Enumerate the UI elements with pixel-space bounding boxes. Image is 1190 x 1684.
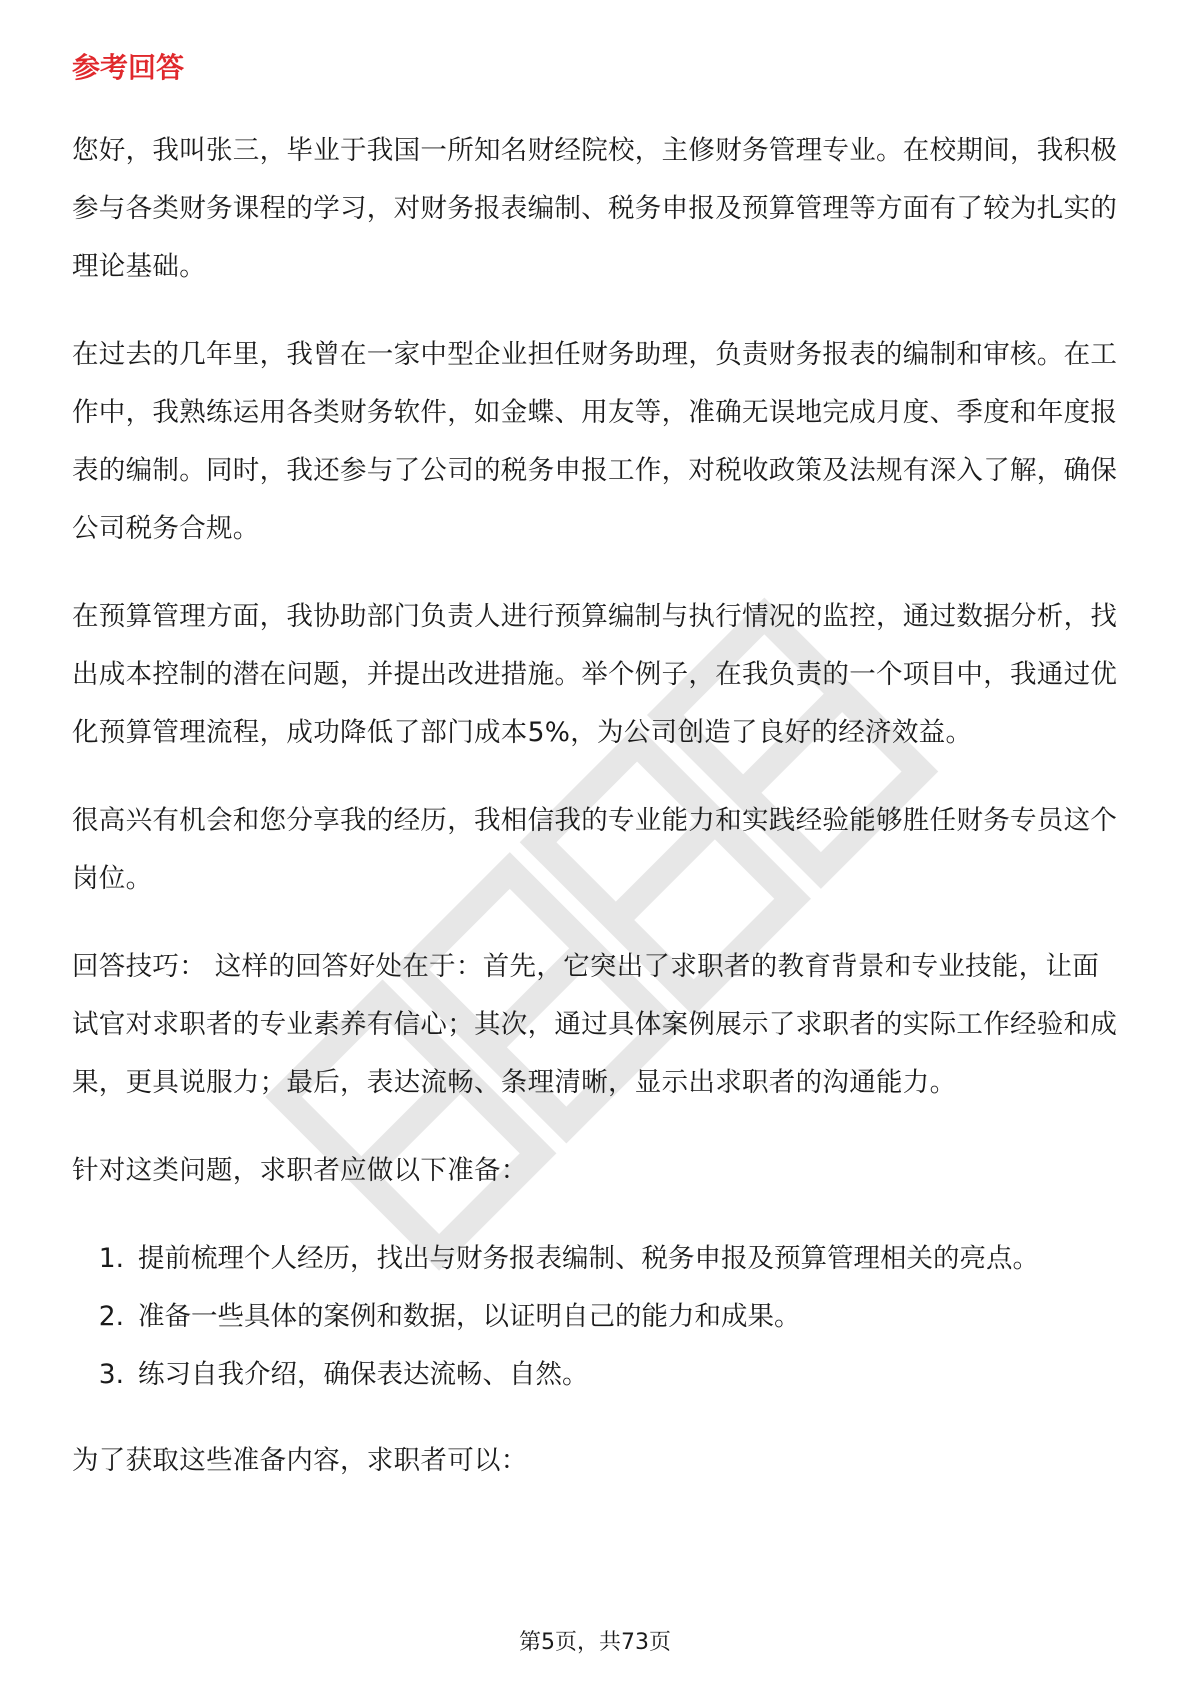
paragraph-closing: 为了获取这些准备内容，求职者可以： [72, 1445, 528, 1476]
prep-list [72, 1230, 1118, 1404]
list-item [72, 1346, 1118, 1404]
page-footer: 第5页，共73页 [519, 1630, 671, 1655]
paragraph-tips: 回答技巧： 这样的回答好处在于：首先，它突出了求职者的教育背景和专业技能，让面试官对求职者的专业素养有信心；其次，通过具体案例展示了求职者的实际工作经验和成果，更具说服力；最后，表达流畅、条理清晰，显示出求职者的沟通能力。 [72, 951, 1118, 1098]
list-item [72, 1230, 1118, 1288]
main-content [72, 48, 1118, 1520]
list-number: 1. [98, 1243, 124, 1274]
list-number: 3. [98, 1359, 124, 1390]
paragraph-closing-statement: 很高兴有机会和您分享我的经历，我相信我的专业能力和实践经验能够胜任财务专员这个岗位。 [72, 805, 1118, 894]
section-title: 参考回答 [72, 51, 185, 84]
list-text: 提前梳理个人经历，找出与财务报表编制、税务申报及预算管理相关的亮点。 [138, 1243, 1039, 1274]
list-text: 练习自我介绍，确保表达流畅、自然。 [138, 1359, 589, 1390]
list-number: 2. [98, 1301, 124, 1332]
list-item [72, 1288, 1118, 1346]
paragraph-intro: 您好，我叫张三，毕业于我国一所知名财经院校，主修财务管理专业。在校期间，我积极参与各类财务课程的学习，对财务报表编制、税务申报及预算管理等方面有了较为扎实的理论基础。 [72, 135, 1118, 282]
list-text: 准备一些具体的案例和数据，以证明自己的能力和成果。 [138, 1301, 801, 1332]
paragraph-prep-intro: 针对这类问题，求职者应做以下准备： [72, 1155, 528, 1186]
paragraph-experience: 在过去的几年里，我曾在一家中型企业担任财务助理，负责财务报表的编制和审核。在工作中，我熟练运用各类财务软件，如金蝶、用友等，准确无误地完成月度、季度和年度报表的编制。同时，我还参与了公司的税务申报工作，对税收政策及法规有深入了解，确保公司税务合规。 [72, 339, 1118, 544]
paragraph-budget: 在预算管理方面，我协助部门负责人进行预算编制与执行情况的监控，通过数据分析，找出成本控制的潜在问题，并提出改进措施。举个例子，在我负责的一个项目中，我通过优化预算管理流程，成功降低了部门成本5%，为公司创造了良好的经济效益。 [72, 601, 1118, 748]
